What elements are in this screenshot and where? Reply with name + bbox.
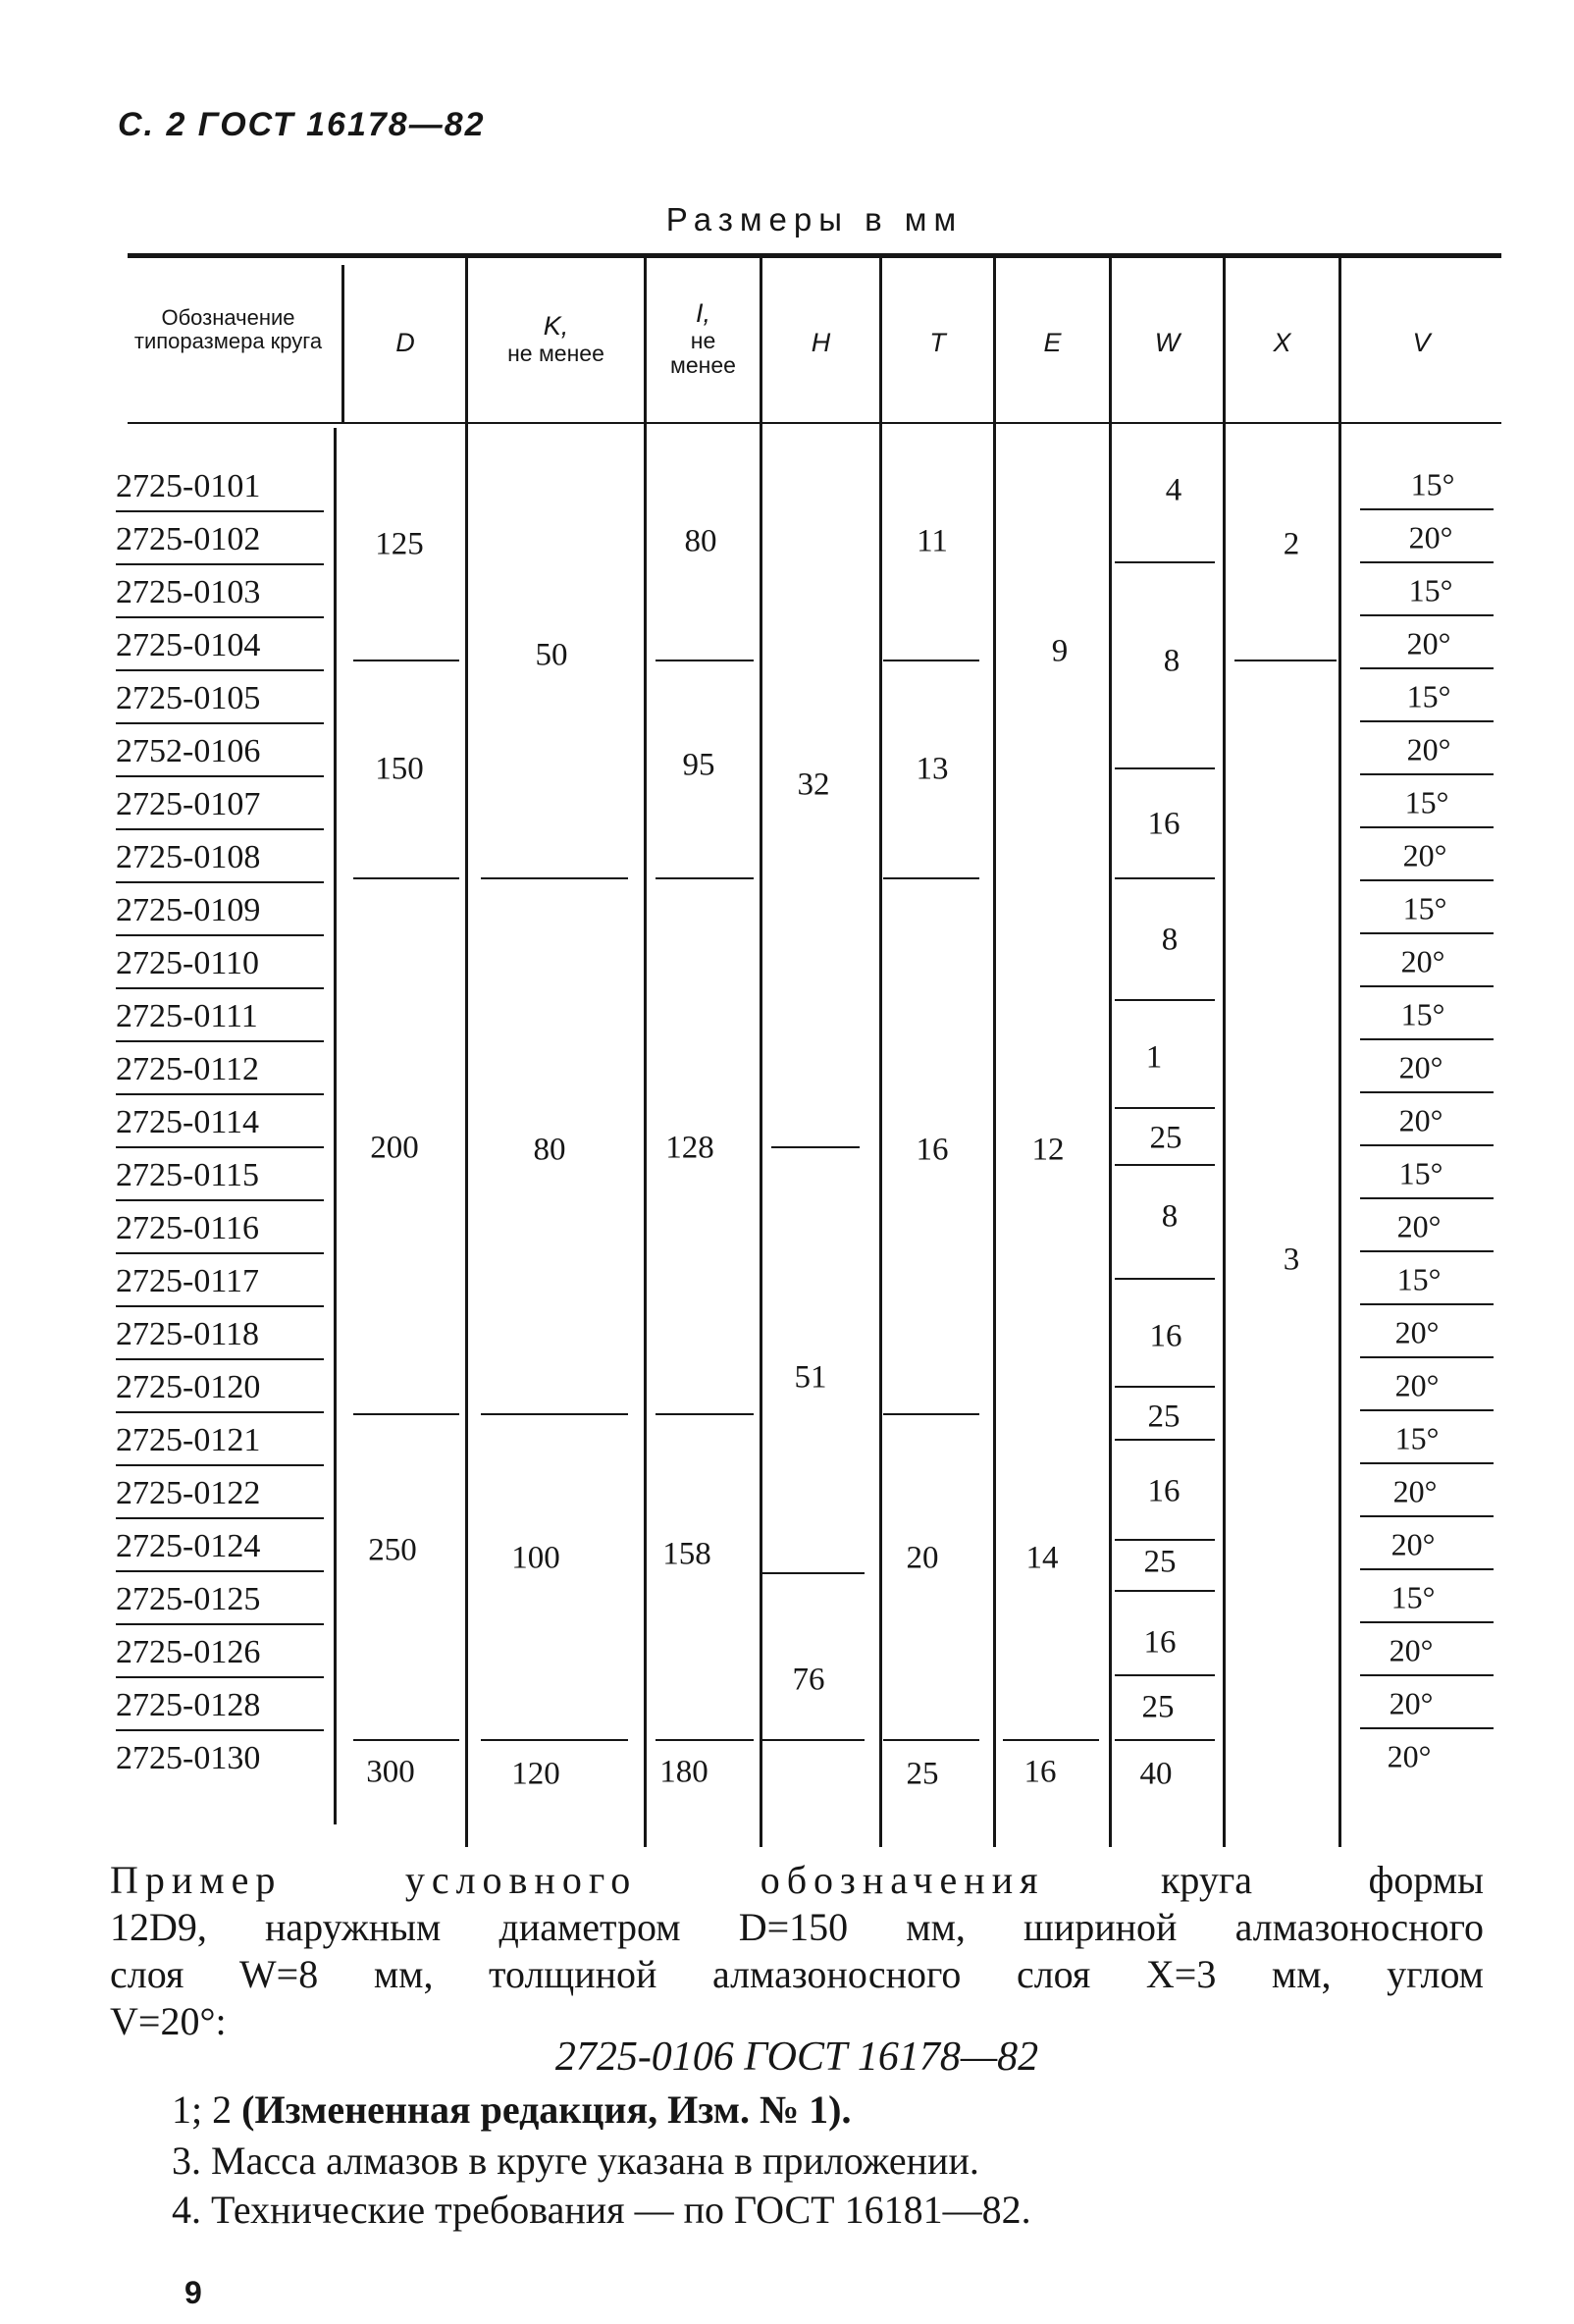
x-divider [1234,660,1337,661]
row-divider [116,1517,324,1519]
d-cell: 150 [375,751,424,787]
w-divider [1115,1386,1215,1388]
h-divider [771,1146,860,1148]
v-divider [1360,1568,1494,1570]
row-divider [116,616,324,618]
page-header: С. 2 ГОСТ 16178—82 [118,106,486,143]
v-divider [1360,1091,1494,1093]
code-cell: 2725-0128 [116,1687,261,1723]
v-cell: 20° [1400,943,1445,979]
v-cell: 20° [1389,1632,1434,1668]
v-divider [1360,667,1494,669]
v-cell: 20° [1406,731,1451,767]
column-header-I: I, не менее [670,298,736,378]
w-cell: 8 [1161,1198,1179,1235]
column-header-T: T [929,328,946,357]
t-divider [883,1739,979,1741]
v-divider [1360,985,1494,987]
e-cell: 16 [1023,1754,1057,1790]
example-paragraph [110,1857,1484,2045]
row-divider [116,1411,324,1413]
i-cell: 180 [659,1754,708,1790]
v-divider [1360,720,1494,722]
w-cell: 25 [1141,1689,1175,1725]
e-cell: 12 [1031,1132,1065,1168]
code-cell: 2725-0114 [116,1104,260,1140]
row-divider [116,1305,324,1307]
code-cell: 2725-0101 [116,468,261,504]
code-cell: 2725-0121 [116,1422,261,1458]
v-divider [1360,1674,1494,1676]
column-header-H: H [811,328,831,357]
row-divider [116,1199,324,1201]
code-cell: 2725-0111 [116,998,258,1034]
v-divider [1360,1515,1494,1517]
v-cell: 15° [1408,572,1453,608]
code-cell: 2725-0108 [116,839,261,875]
column-separator [341,265,344,422]
row-divider [116,987,324,989]
code-cell: 2725-0118 [116,1316,260,1352]
v-cell: 20° [1408,519,1453,555]
note-3: 3. Масса алмазов в круге указана в приложении. [172,2139,979,2183]
w-cell: 25 [1149,1120,1182,1156]
row-divider [116,1676,324,1678]
k-cell: 80 [533,1132,566,1168]
w-divider [1115,1739,1215,1741]
v-cell: 15° [1404,784,1449,820]
w-divider [1115,1278,1215,1280]
row-divider [116,1729,324,1731]
v-cell: 15° [1400,996,1445,1032]
v-divider [1360,561,1494,563]
w-cell: 8 [1163,643,1180,679]
i-divider [656,660,754,661]
w-divider [1115,999,1215,1001]
example-line2: 12D9, наружным диаметром D=150 мм, шириной алмазоносного [110,1905,1484,1949]
i-cell: 128 [665,1130,714,1166]
e-cell: 9 [1051,633,1069,669]
w-cell: 25 [1147,1399,1180,1435]
code-cell: 2725-0103 [116,574,261,610]
column-separator [644,257,647,1847]
row-divider [116,669,324,671]
e-cell: 14 [1025,1540,1059,1576]
row-divider [116,722,324,724]
v-cell: 20° [1398,1049,1443,1085]
h-cell: 32 [797,766,830,803]
example-line4: V=20°: [110,1999,227,2043]
x-cell: 2 [1283,526,1300,562]
code-cell: 2752-0106 [116,733,261,769]
w-cell: 16 [1143,1624,1177,1661]
v-cell: 20° [1402,837,1447,873]
v-cell: 15° [1390,1579,1436,1615]
column-separator [1338,257,1341,1847]
v-cell: 20° [1406,625,1451,661]
code-cell: 2725-0125 [116,1581,261,1617]
v-divider [1360,1727,1494,1729]
code-cell: 2725-0115 [116,1157,260,1193]
v-divider [1360,826,1494,828]
d-divider [353,660,459,661]
v-cell: 20° [1394,1314,1440,1350]
v-cell: 20° [1398,1102,1443,1138]
v-divider [1360,614,1494,616]
v-divider [1360,1621,1494,1623]
k-divider [481,1739,628,1741]
w-divider [1115,877,1215,879]
row-divider [116,1040,324,1042]
code-cell: 2725-0124 [116,1528,261,1564]
w-cell: 4 [1165,472,1182,508]
i-divider [656,877,754,879]
code-cell: 2725-0105 [116,680,261,716]
i-divider [656,1739,754,1741]
row-divider [116,1464,324,1466]
d-divider [353,877,459,879]
w-divider [1115,1107,1215,1109]
i-cell: 95 [682,747,715,783]
v-divider [1360,1250,1494,1252]
w-divider [1115,767,1215,769]
v-divider [1360,773,1494,775]
code-cell: 2725-0130 [116,1740,261,1776]
i-cell: 80 [684,523,717,559]
table-top-rule [128,253,1501,258]
d-divider [353,1413,459,1415]
i-cell: 158 [662,1536,711,1572]
k-cell: 50 [535,637,568,673]
column-header-E: E [1043,328,1062,357]
k-divider [481,1413,628,1415]
column-separator [1223,257,1226,1847]
example-line1-rest: круга формы [1160,1858,1484,1902]
example-designation: 2725-0106 ГОСТ 16178—82 [554,2034,1039,2080]
v-cell: 15° [1402,890,1447,926]
w-cell: 8 [1161,922,1179,958]
code-cell: 2725-0109 [116,892,261,928]
t-cell: 25 [906,1756,939,1792]
column-header-designation: Обозначение типоразмера круга [133,305,323,354]
row-divider [116,828,324,830]
v-cell: 20° [1389,1685,1434,1721]
code-cell: 2725-0102 [116,521,261,557]
v-divider [1360,508,1494,510]
w-cell: 16 [1149,1318,1182,1354]
code-cell: 2725-0107 [116,786,261,822]
k-cell: 100 [511,1540,560,1576]
w-divider [1115,561,1215,563]
row-divider [116,1623,324,1625]
row-divider [116,1146,324,1148]
row-divider [116,563,324,565]
h-cell: 76 [792,1662,825,1698]
column-separator [334,428,337,1824]
column-separator [879,257,882,1847]
w-cell: 16 [1147,806,1180,842]
code-cell: 2725-0117 [116,1263,260,1299]
v-cell: 15° [1394,1420,1440,1456]
row-divider [116,1252,324,1254]
v-cell: 20° [1387,1738,1432,1774]
v-divider [1360,1144,1494,1146]
v-cell: 20° [1394,1367,1440,1403]
d-cell: 125 [375,526,424,562]
h-cell: 51 [794,1359,827,1396]
row-divider [116,934,324,936]
row-divider [116,775,324,777]
column-separator [993,257,996,1847]
code-cell: 2725-0112 [116,1051,260,1087]
t-cell: 20 [906,1540,939,1576]
i-divider [656,1413,754,1415]
note-1: 1; 2 (Измененная редакция, Изм. № 1). [172,2087,852,2132]
example-lead: Пример условного обозначения [110,1858,1045,1902]
code-cell: 2725-0104 [116,627,261,663]
v-cell: 15° [1396,1261,1442,1297]
v-divider [1360,932,1494,934]
example-line3: слоя W=8 мм, толщиной алмазоносного слоя X=3 мм, углом [110,1952,1484,1996]
k-cell: 120 [511,1756,560,1792]
w-divider [1115,1674,1215,1676]
v-divider [1360,1197,1494,1199]
v-divider [1360,1462,1494,1464]
table-header-rule [128,422,1501,424]
v-cell: 20° [1392,1473,1438,1509]
code-cell: 2725-0122 [116,1475,261,1511]
w-divider [1115,1439,1215,1441]
w-divider [1115,1539,1215,1541]
code-cell: 2725-0116 [116,1210,260,1246]
w-cell: 1 [1145,1039,1163,1076]
code-cell: 2725-0120 [116,1369,261,1405]
note-4: 4. Технические требования — по ГОСТ 16181—82. [172,2188,1031,2232]
column-header-X: X [1273,328,1291,357]
t-divider [883,877,979,879]
v-divider [1360,879,1494,881]
column-header-W: W [1154,328,1180,357]
v-cell: 20° [1390,1526,1436,1562]
d-divider [353,1739,459,1741]
x-cell: 3 [1283,1241,1300,1278]
page-number: 9 [184,2275,202,2310]
w-cell: 25 [1143,1544,1177,1580]
t-cell: 13 [916,751,949,787]
h-divider [761,1572,865,1574]
k-divider [481,877,628,879]
v-divider [1360,1303,1494,1305]
t-divider [883,1413,979,1415]
t-divider [883,660,979,661]
w-divider [1115,1164,1215,1166]
code-cell: 2725-0110 [116,945,260,981]
v-divider [1360,1038,1494,1040]
d-cell: 250 [368,1532,417,1568]
v-cell: 20° [1396,1208,1442,1244]
row-divider [116,1093,324,1095]
row-divider [116,1358,324,1360]
table-caption: Размеры в мм [665,201,964,238]
column-header-V: V [1412,328,1431,357]
row-divider [116,881,324,883]
e-divider [1003,1739,1099,1741]
v-divider [1360,1409,1494,1411]
row-divider [116,510,324,512]
h-divider [761,1739,865,1741]
w-cell: 40 [1139,1756,1173,1792]
v-divider [1360,1356,1494,1358]
column-separator [465,257,468,1847]
d-cell: 300 [366,1754,415,1790]
v-cell: 15° [1398,1155,1443,1191]
code-cell: 2725-0126 [116,1634,261,1670]
w-cell: 16 [1147,1473,1180,1509]
row-divider [116,1570,324,1572]
column-header-K: K, не менее [507,311,604,366]
v-cell: 15° [1406,678,1451,714]
column-header-D: D [395,328,415,357]
column-separator [1109,257,1112,1847]
t-cell: 11 [917,523,948,559]
v-cell: 15° [1410,466,1455,502]
t-cell: 16 [916,1132,949,1168]
d-cell: 200 [370,1130,419,1166]
column-separator [760,257,762,1847]
w-divider [1115,1590,1215,1592]
